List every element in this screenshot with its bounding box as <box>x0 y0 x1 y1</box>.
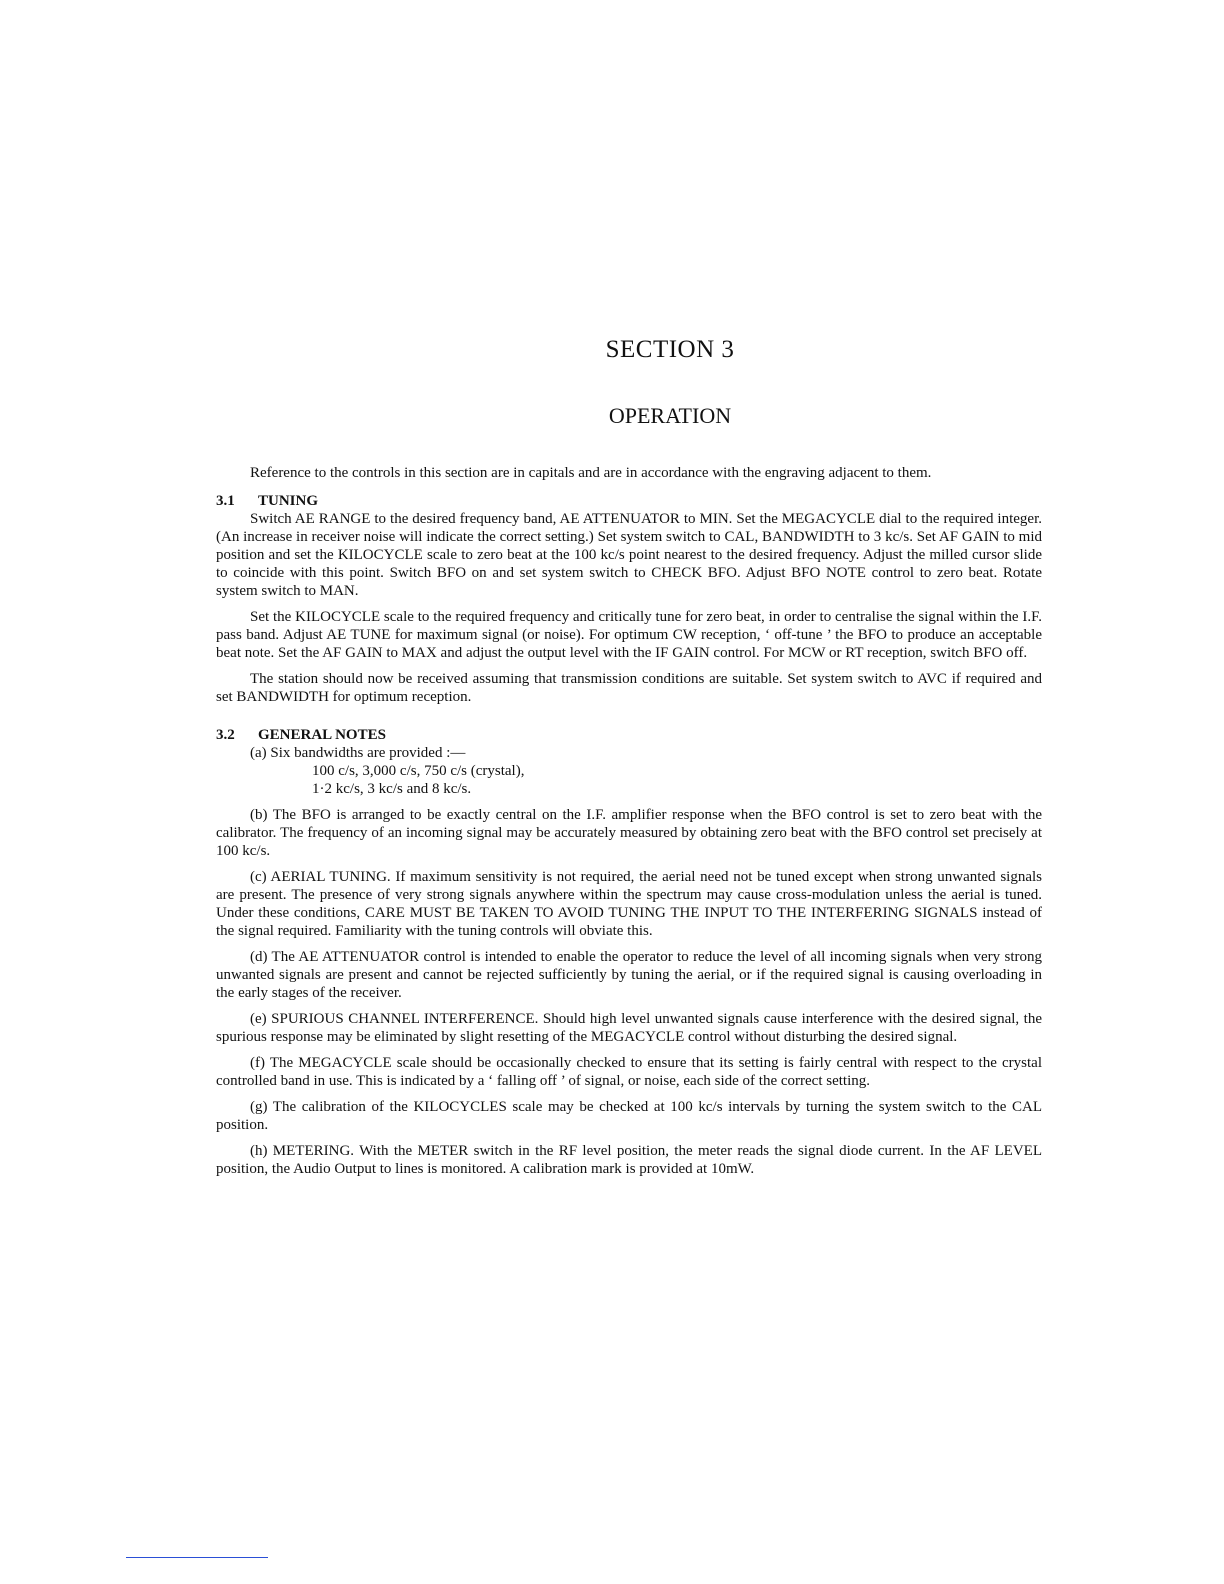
tuning-paragraph-2: Set the KILOCYCLE scale to the required frequency and critically tune for zero beat, in order to centralise the signal within the I.F. pass band. Adjust AE TUNE for maximum signal (or noise). For optimum CW reception, ‘ off-tune ’ the BFO to produce an acceptable beat note. Set the AF GAIN to MAX and adjust the output level with the IF GAIN control. For MCW or RT reception, switch BFO off. <box>216 609 1042 661</box>
tuning-paragraph-1: Switch AE RANGE to the desired frequency band, AE ATTENUATOR to MIN. Set the MEGACYCLE dial to the required integer. (An increase in receiver noise will indicate the correct setting.) Set system switch to CAL, BANDWIDTH to 3 kc/s. Set AF GAIN to mid position and set the KILOCYCLE scale to zero beat at the 100 kc/s point nearest to the desired frequency. Adjust the milled cursor slide to coincide with this point. Switch BFO on and set system switch to CHECK BFO. Adjust BFO NOTE control to zero beat. Rotate system switch to MAN. <box>216 511 1042 599</box>
heading-3-2-number: 3.2 <box>216 727 235 743</box>
heading-3-2-title: GENERAL NOTES <box>258 727 386 743</box>
note-g: (g) The calibration of the KILOCYCLES scale may be checked at 100 kc/s intervals by turning the system switch to the CAL position. <box>216 1099 1042 1133</box>
note-d: (d) The AE ATTENUATOR control is intended to enable the operator to reduce the level of all incoming signals when very strong unwanted signals are present and cannot be rejected sufficiently by tuning the aerial, or if the required signal is causing overloading in the early stages of the receiver. <box>216 949 1042 1001</box>
footnote-rule <box>126 1557 268 1558</box>
note-e: (e) SPURIOUS CHANNEL INTERFERENCE. Should high level unwanted signals cause interference with the desired signal, the spurious response may be eliminated by slight resetting of the MEGACYCLE control without disturbing the desired signal. <box>216 1011 1042 1045</box>
heading-3-1-title: TUNING <box>258 493 319 509</box>
section-title: OPERATION <box>608 403 732 428</box>
note-h: (h) METERING. With the METER switch in the RF level position, the meter reads the signal diode current. In the AF LEVEL position, the Audio Output to lines is monitored. A calibration mark is provided at 10mW. <box>216 1143 1042 1177</box>
section-number: SECTION 3 <box>605 336 735 363</box>
document-page <box>216 334 1042 1178</box>
note-f: (f) The MEGACYCLE scale should be occasionally checked to ensure that its setting is fairly central with respect to the crystal controlled band in use. This is indicated by a ‘ falling off ’ of signal, or noise, each side of the correct setting. <box>216 1055 1042 1089</box>
tuning-paragraph-3: The station should now be received assuming that transmission conditions are suitable. Set system switch to AVC if required and set BANDWIDTH for optimum reception. <box>216 671 1042 705</box>
intro-paragraph: Reference to the controls in this section are in capitals and are in accordance with the engraving adjacent to them. <box>250 465 932 481</box>
note-a-line-1: 100 c/s, 3,000 c/s, 750 c/s (crystal), <box>312 763 525 779</box>
note-b: (b) The BFO is arranged to be exactly central on the I.F. amplifier response when the BFO control is set to zero beat with the calibrator. The frequency of an incoming signal may be accurately measured by obtaining zero beat with the BFO control set precisely at 100 kc/s. <box>216 807 1042 859</box>
note-a-intro: (a) Six bandwidths are provided :— <box>250 745 466 761</box>
note-c: (c) AERIAL TUNING. If maximum sensitivity is not required, the aerial need not be tuned except when strong unwanted signals are present. The presence of very strong signals anywhere within the spectrum may cause cross-modulation unless the aerial is tuned. Under these conditions, CARE MUST BE TAKEN TO AVOID TUNING THE INPUT TO THE INTERFERING SIGNALS instead of the signal required. Familiarity with the tuning controls will obviate this. <box>216 869 1042 939</box>
heading-3-2 <box>216 726 1042 744</box>
heading-3-1-number: 3.1 <box>216 493 235 509</box>
note-a-line-2: 1·2 kc/s, 3 kc/s and 8 kc/s. <box>312 781 472 797</box>
heading-3-1 <box>216 492 1042 510</box>
